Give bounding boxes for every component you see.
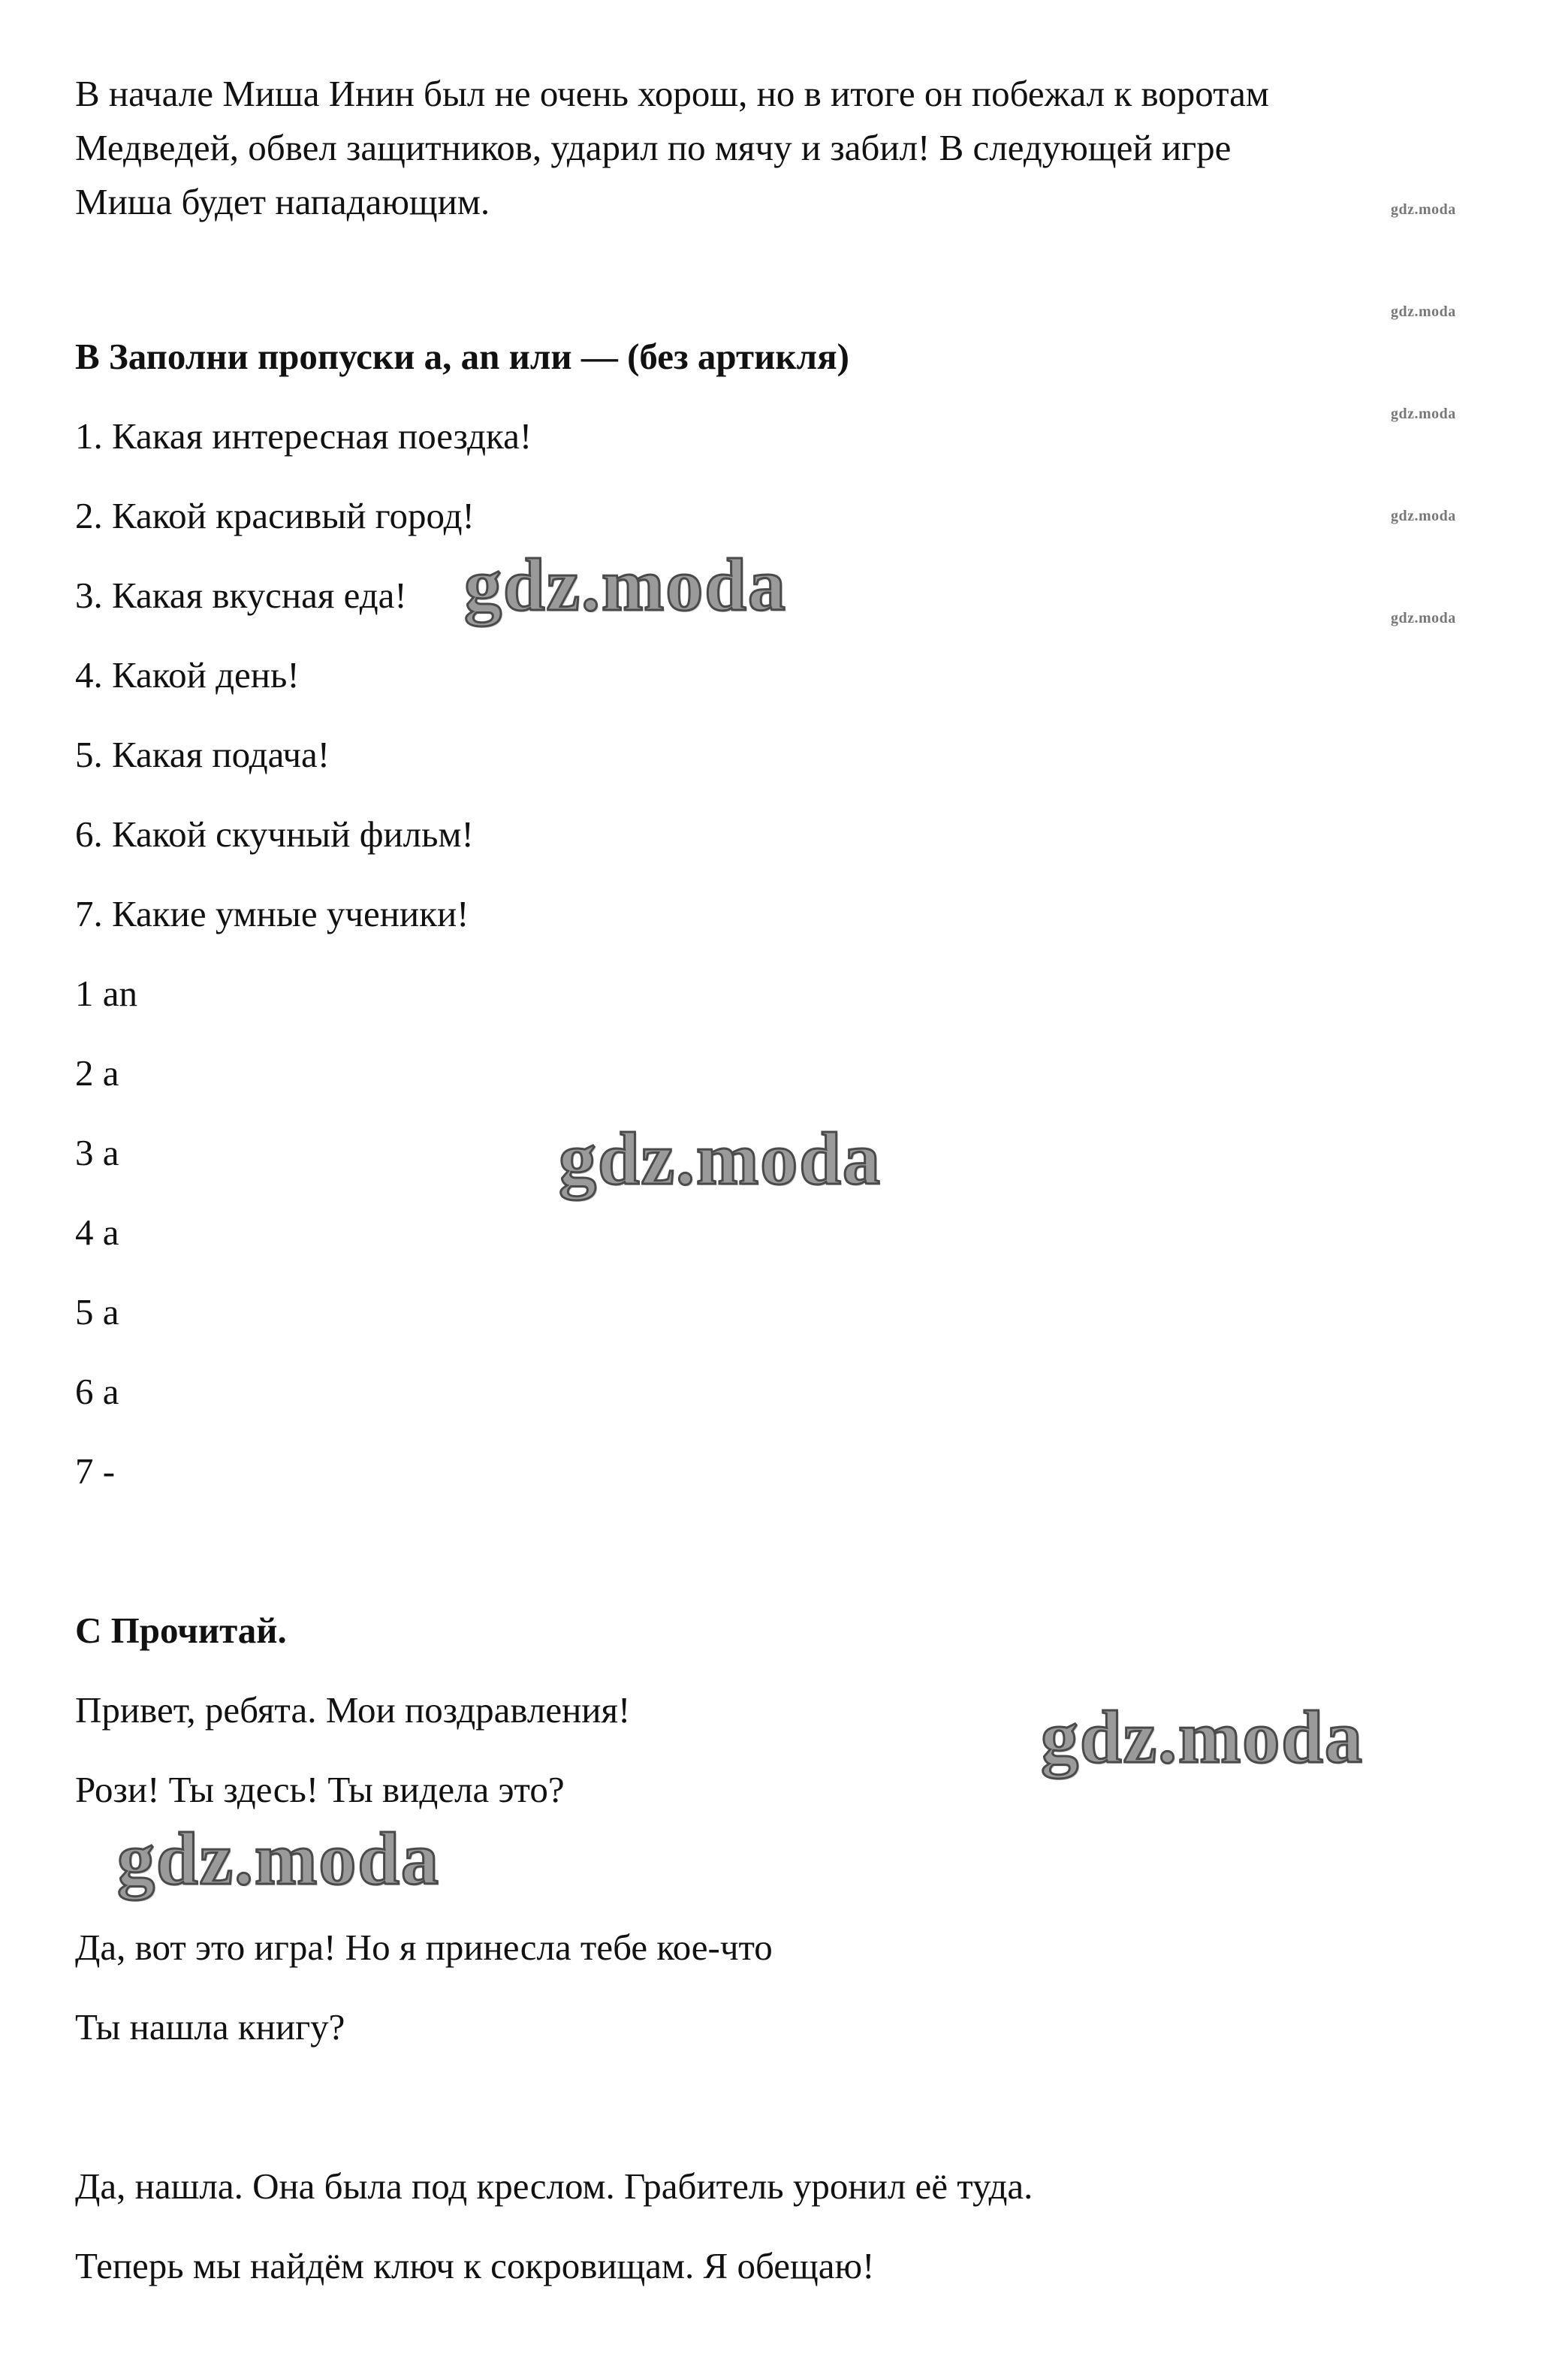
exercise-sentence: 6. Какой скучный фильм! [75, 813, 474, 855]
dialogue-line: Теперь мы найдём ключ к сокровищам. Я обещаю! [75, 2245, 875, 2286]
watermark-big: gdz.moda [117, 1817, 440, 1900]
answer-item: 7 - [75, 1450, 116, 1492]
watermark-small: gdz.moda [1391, 303, 1456, 320]
watermark-small: gdz.moda [1391, 610, 1456, 626]
exercise-sentence: 5. Какая подача! [75, 734, 330, 775]
section-c-heading: C Прочитай. [75, 1610, 287, 1651]
dialogue-line: Да, вот это игра! Но я принесла тебе кое-что [75, 1927, 773, 1968]
answer-item: 2 a [75, 1052, 119, 1094]
intro-line-3: Миша будет нападающим. [75, 181, 490, 222]
watermark-big: gdz.moda [559, 1117, 882, 1200]
watermark-small: gdz.moda [1391, 508, 1456, 524]
watermark-small: gdz.moda [1391, 201, 1456, 218]
answer-item: 1 an [75, 973, 137, 1014]
answer-item: 3 a [75, 1132, 119, 1173]
intro-line-1: В начале Миша Инин был не очень хорош, но в итоге он побежал к воротам [75, 73, 1269, 114]
exercise-sentence: 3. Какая вкусная еда! [75, 575, 407, 616]
watermark-small: gdz.moda [1391, 406, 1456, 422]
dialogue-line: Привет, ребята. Мои поздравления! [75, 1689, 631, 1731]
exercise-sentence: 1. Какая интересная поездка! [75, 415, 532, 457]
watermark-big: gdz.moda [1041, 1695, 1364, 1779]
watermark-big: gdz.moda [464, 543, 787, 626]
dialogue-line: Ты нашла книгу? [75, 2006, 345, 2048]
intro-line-2: Медведей, обвел защитников, ударил по мячу и забил! В следующей игре [75, 127, 1232, 168]
exercise-sentence: 7. Какие умные ученики! [75, 893, 469, 934]
answer-item: 5 a [75, 1291, 119, 1332]
answer-item: 4 a [75, 1212, 119, 1253]
answer-item: 6 a [75, 1371, 119, 1412]
exercise-sentence: 2. Какой красивый город! [75, 495, 475, 536]
dialogue-line: Да, нашла. Она была под креслом. Грабитель уронил её туда. [75, 2165, 1033, 2207]
section-b-heading: B Заполни пропуски a, an или — (без артикля) [75, 336, 849, 377]
dialogue-line: Рози! Ты здесь! Ты видела это? [75, 1769, 565, 1810]
exercise-sentence: 4. Какой день! [75, 654, 300, 696]
